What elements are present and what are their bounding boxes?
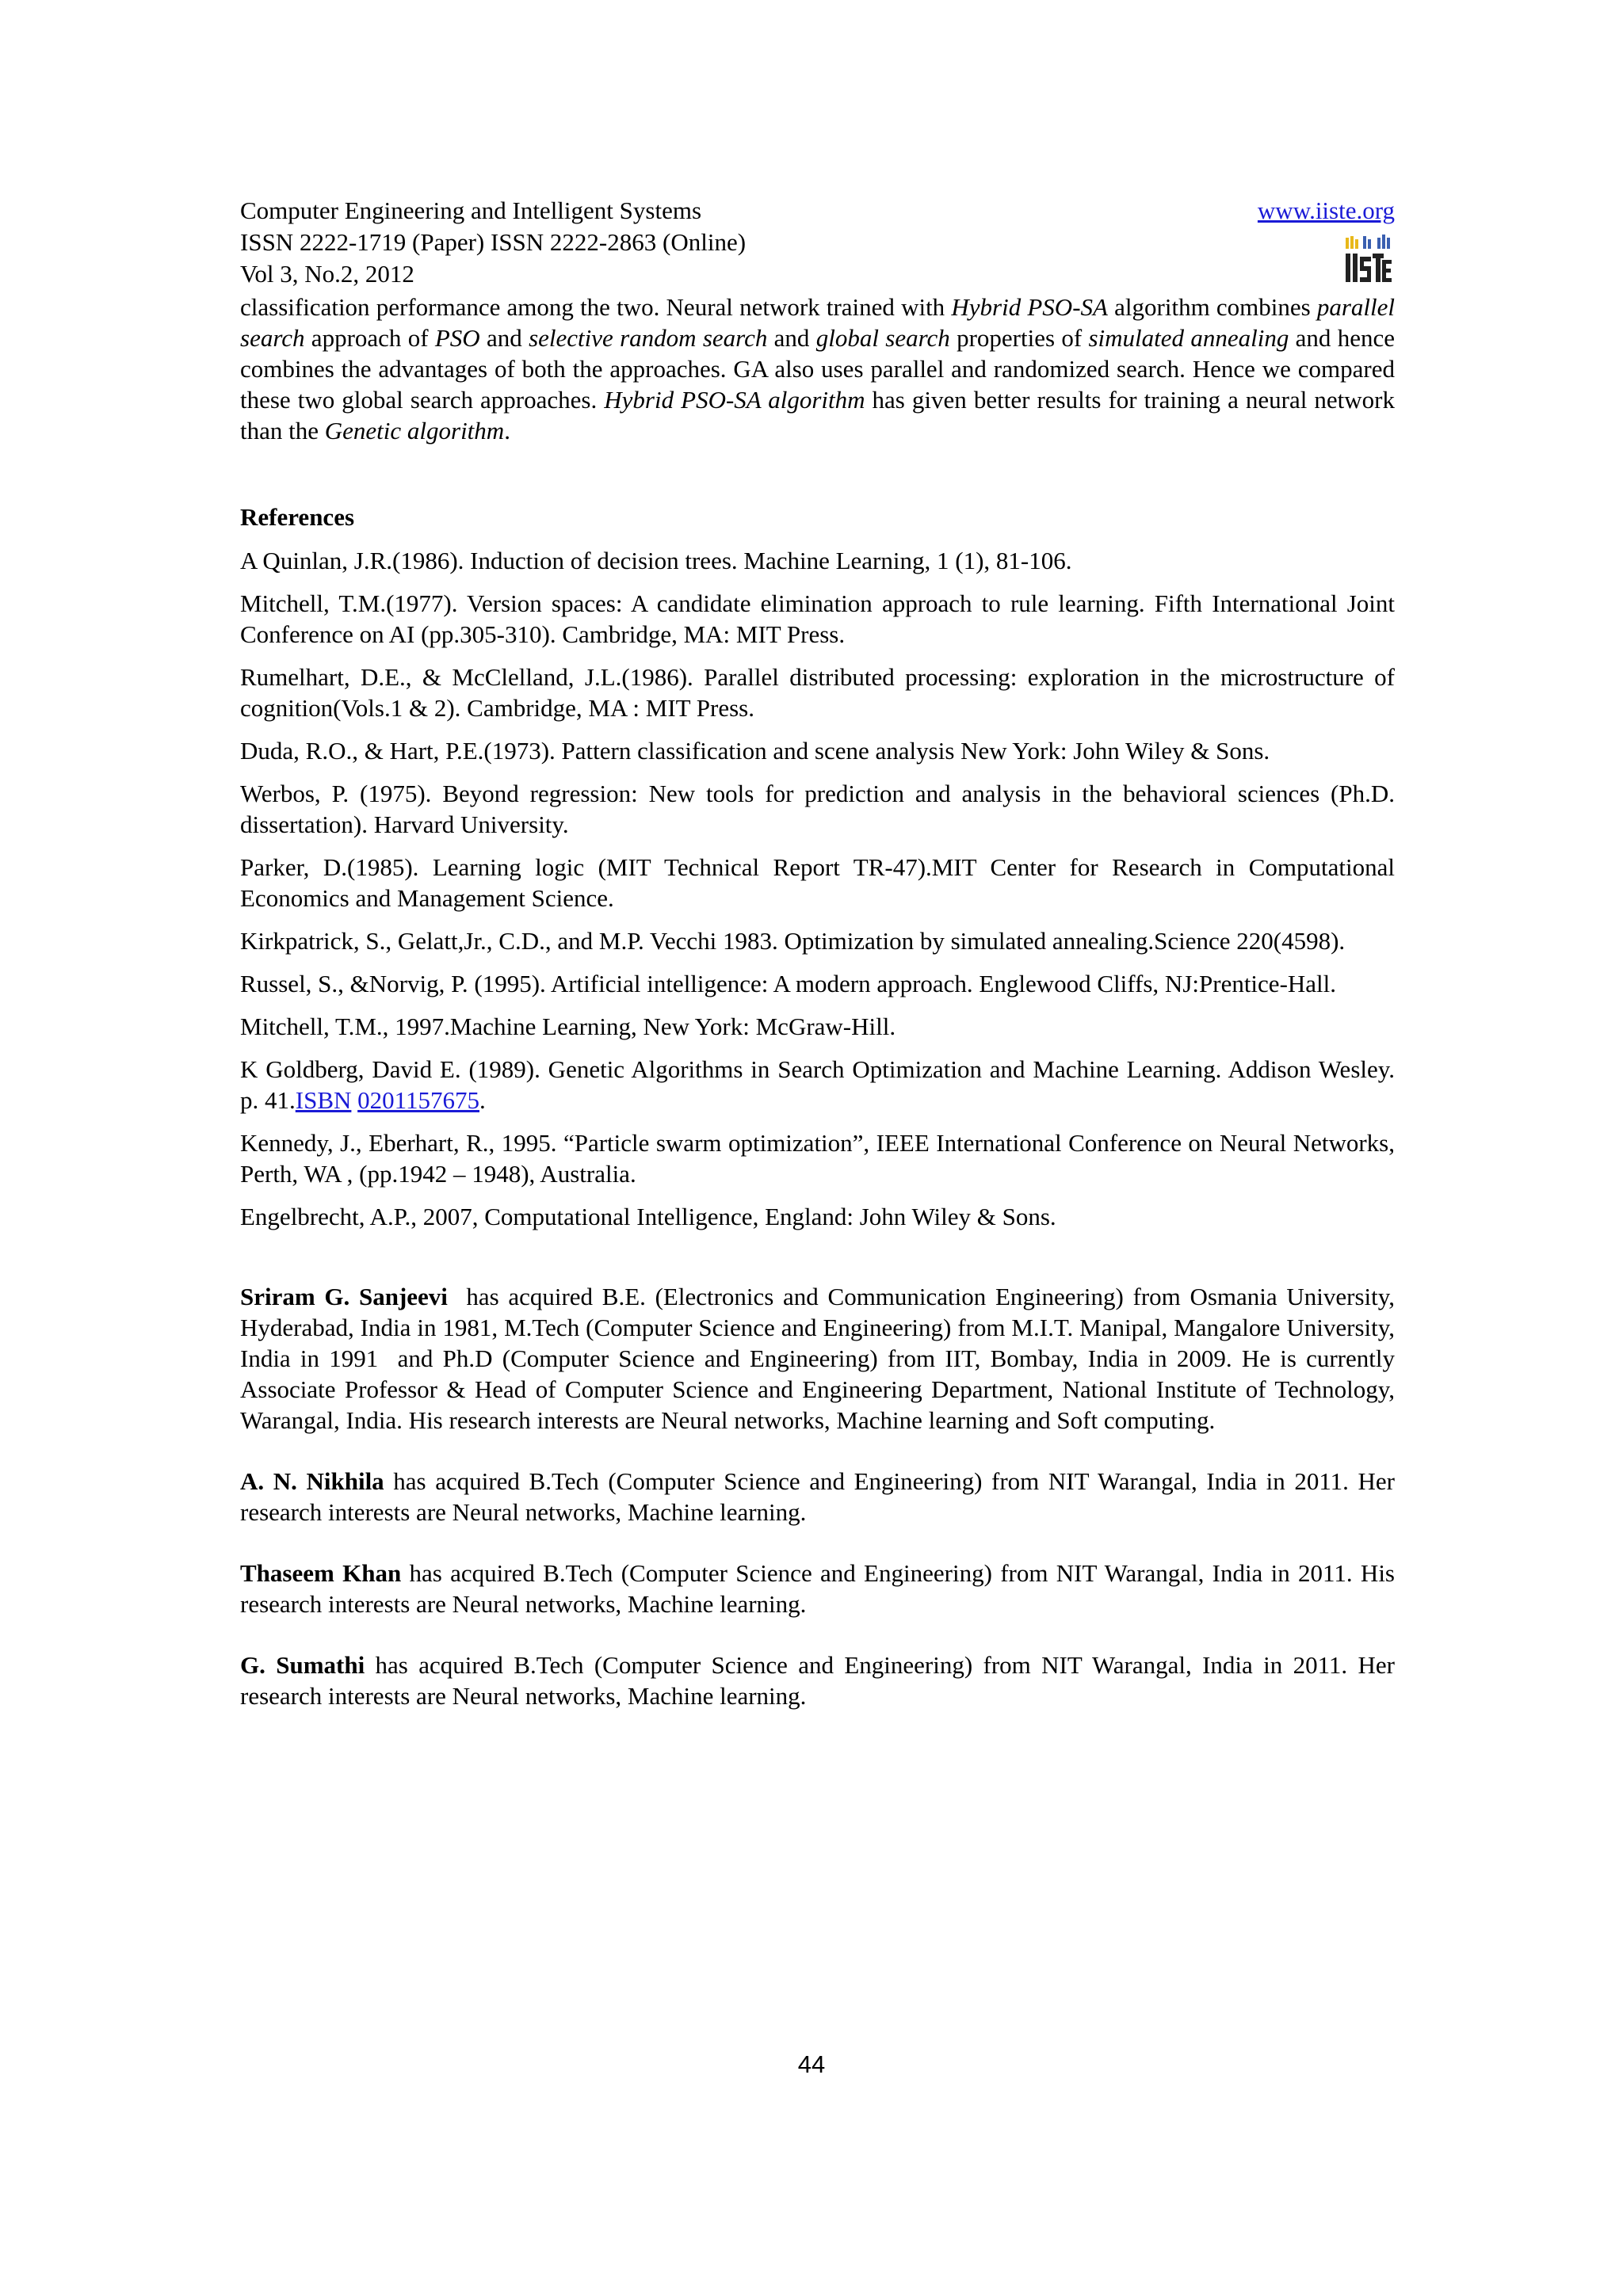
author-bio-text: has acquired B.Tech (Computer Science and Engineering) from NIT Warangal, India in 2011. Her research interests are Neural networks, Machine learning.: [240, 1651, 1395, 1710]
iiste-logo: [1342, 233, 1395, 285]
intro-emphasis: Hybrid PSO-SA: [951, 293, 1108, 321]
issn-line: ISSN 2222-1719 (Paper) ISSN 2222-2863 (Online): [240, 228, 747, 256]
intro-emphasis: global search: [815, 324, 950, 352]
reference-item: Duda, R.O., & Hart, P.E.(1973). Pattern classification and scene analysis New York: John Wiley & Sons.: [240, 737, 1270, 765]
reference-text: K Goldberg, David E. (1989). Genetic Algorithms in Search Optimization and Machine Learning. Addison Wesley. p. 41.: [240, 1055, 1395, 1114]
journal-website-link[interactable]: www.iiste.org: [1257, 196, 1395, 224]
author-bio: [240, 1466, 1395, 1527]
author-bio: [240, 1281, 1401, 1436]
intro-text: and: [767, 324, 816, 352]
reference-item: Kennedy, J., Eberhart, R., 1995. “Particle swarm optimization”, IEEE International Conference on Neural Networks, Perth, WA , (pp.1942 – 1948), Australia.: [240, 1129, 1395, 1188]
author-name: Thaseem Khan: [240, 1559, 402, 1587]
author-bio-text: has acquired B.E. (Electronics and Communication Engineering) from Osmania University, Hyderabad, India in 1981, M.Tech (Computer Science and Engineering) from M.I.T. Manipal, Mangalore University, India in 1991 and Ph.D (Computer Science and Engineering) from IIT, Bombay, India in 2009. He is currently Associate Professor & Head of Computer Science and Engineering Department, National Institute of Technology, Warangal, India. His research interests are Neural networks, Machine learning and Soft computing.: [240, 1283, 1401, 1434]
journal-title: Computer Engineering and Intelligent Systems: [240, 196, 702, 224]
reference-item: Kirkpatrick, S., Gelatt,Jr., C.D., and M.P. Vecchi 1983. Optimization by simulated annealing.Science 220(4598).: [240, 927, 1346, 955]
reference-text: .: [479, 1086, 486, 1114]
author-bio-text: has acquired B.Tech (Computer Science and Engineering) from NIT Warangal, India in 2011. Her research interests are Neural networks, Machine learning.: [240, 1467, 1395, 1526]
isbn-link[interactable]: ISBN: [295, 1086, 352, 1114]
reference-item: Parker, D.(1985). Learning logic (MIT Technical Report TR-47).MIT Center for Research in Computational Economics and Management Science.: [240, 853, 1395, 912]
intro-text: algorithm combines: [1107, 293, 1317, 321]
intro-paragraph: [240, 292, 1395, 446]
reference-item: [240, 1054, 1395, 1116]
author-biographies: [240, 1281, 1401, 1711]
reference-item: Russel, S., &Norvig, P. (1995). Artificial intelligence: A modern approach. Englewood Cliffs, NJ:Prentice-Hall.: [240, 970, 1337, 997]
author-name: G. Sumathi: [240, 1651, 365, 1679]
intro-emphasis: simulated annealing: [1088, 324, 1289, 352]
intro-emphasis: selective random search: [529, 324, 768, 352]
intro-text: and hence combines the advantages of both the approaches. GA also uses parallel and randomized search. Hence we compared these two global search approaches.: [240, 324, 1395, 414]
author-bio: [240, 1558, 1395, 1619]
author-name: Sriram G. Sanjeevi: [240, 1283, 448, 1310]
page-body: [240, 292, 1401, 1741]
intro-emphasis: PSO: [434, 324, 480, 352]
isbn-number-link[interactable]: 0201157675: [357, 1086, 479, 1114]
intro-emphasis: Genetic algorithm: [324, 417, 505, 444]
author-bio: [240, 1650, 1395, 1711]
author-bio-text: has acquired B.Tech (Computer Science and Engineering) from NIT Warangal, India in 2011. His research interests are Neural networks, Machine learning.: [240, 1559, 1396, 1618]
intro-emphasis: parallel search: [240, 293, 1396, 352]
references-heading: References: [240, 503, 355, 531]
intro-text: and: [479, 324, 529, 352]
reference-item: Engelbrecht, A.P., 2007, Computational Intelligence, England: John Wiley & Sons.: [240, 1203, 1056, 1230]
reference-item: Mitchell, T.M.(1977). Version spaces: A candidate elimination approach to rule learning. Fifth International Joint Conference on AI (pp.305-310). Cambridge, MA: MIT Press.: [240, 589, 1395, 648]
reference-item: Werbos, P. (1975). Beyond regression: New tools for prediction and analysis in the behavioral sciences (Ph.D. dissertation). Harvard University.: [240, 780, 1395, 838]
volume-line: Vol 3, No.2, 2012: [240, 260, 414, 288]
intro-text: approach of: [304, 324, 435, 352]
intro-emphasis: Hybrid PSO-SA algorithm: [604, 386, 865, 414]
reference-item: A Quinlan, J.R.(1986). Induction of decision trees. Machine Learning, 1 (1), 81-106.: [240, 547, 1072, 574]
reference-item: Mitchell, T.M., 1997.Machine Learning, New York: McGraw-Hill.: [240, 1013, 896, 1040]
page-number: 44: [797, 2050, 826, 2078]
intro-text: properties of: [949, 324, 1089, 352]
journal-header: [240, 195, 1395, 290]
intro-text: has given better results for training a neural network than the: [240, 386, 1395, 444]
intro-text: classification performance among the two. Neural network trained with: [240, 293, 952, 321]
reference-item: Rumelhart, D.E., & McClelland, J.L.(1986). Parallel distributed processing: exploration in the microstructure of cognition(Vols.1 & 2). Cambridge, MA : MIT Press.: [240, 663, 1395, 722]
intro-text: .: [504, 417, 510, 444]
author-name: A. N. Nikhila: [240, 1467, 384, 1495]
